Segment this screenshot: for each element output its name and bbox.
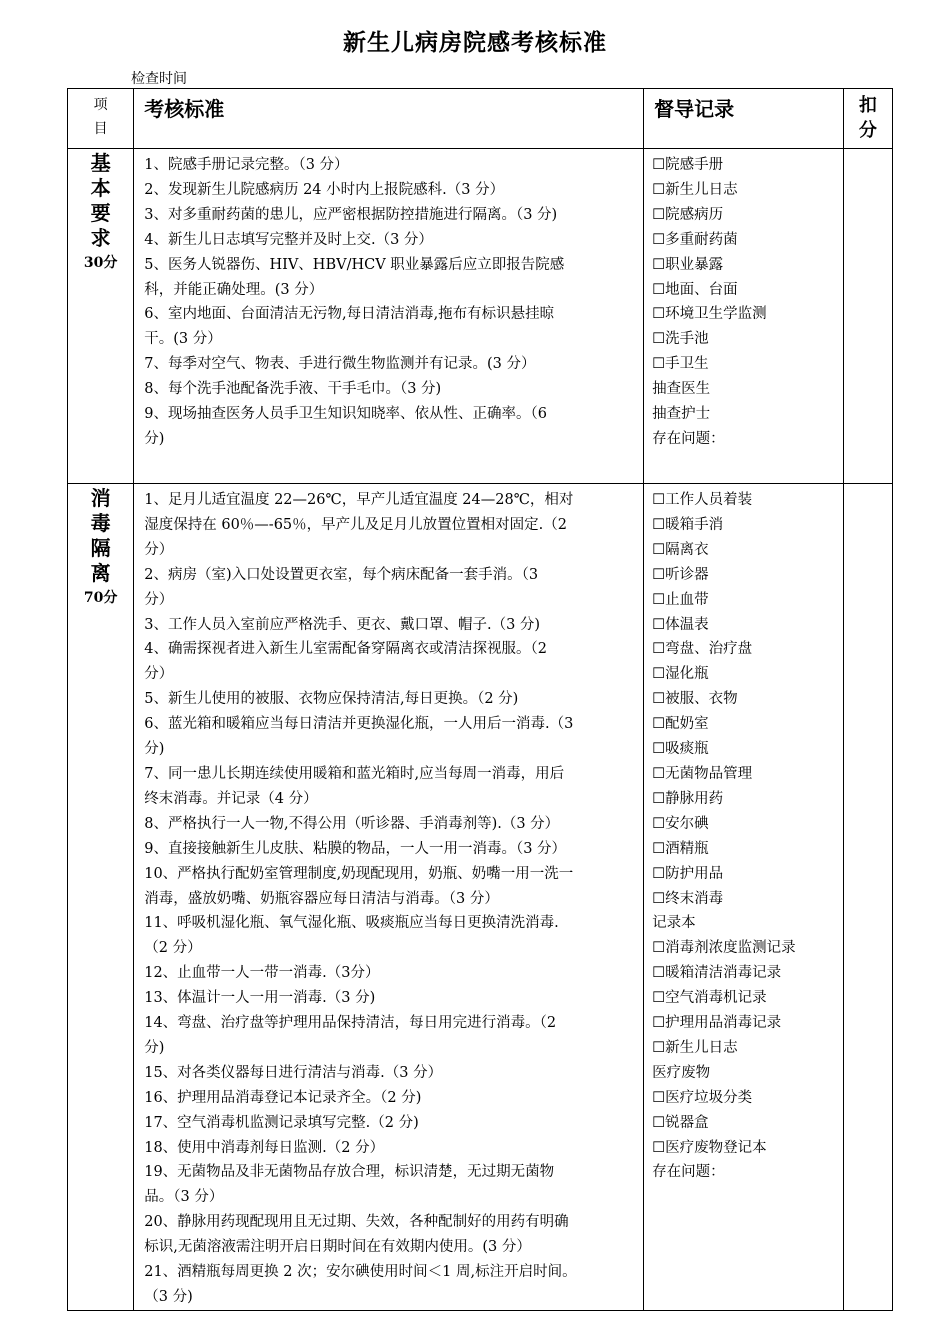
standard-lines <box>134 149 643 452</box>
header-supervision: 督导记录 <box>654 97 735 121</box>
page-title: 新生儿病房院感考核标准 <box>343 30 607 56</box>
supervision-item[interactable]: ☐院感手册 <box>652 157 724 173</box>
supervision-label: 医疗废物 <box>652 1064 711 1081</box>
standard-line: 21、酒精瓶每周更换 2 次；安尔碘使用时间＜1 周,标注开启时间。 <box>144 1264 577 1281</box>
section-score: 30分 <box>83 255 118 271</box>
supervision-item[interactable]: ☐职业暴露 <box>652 256 724 273</box>
standard-line: 消毒，盛放奶嘴、奶瓶容器应每日清洁与消毒。（3 分） <box>144 890 499 907</box>
section-name-cell <box>68 149 134 484</box>
supervision-item[interactable]: ☐酒精瓶 <box>652 840 709 857</box>
supervision-label: 记录本 <box>652 915 696 932</box>
header-deduct-line2: 分 <box>858 120 877 141</box>
standard-line: 品。（3 分） <box>144 1189 224 1206</box>
standard-line: 终末消毒。并记录（4 分） <box>144 790 318 807</box>
standard-line: 4、新生儿日志填写完整并及时上交.（3 分） <box>144 231 433 248</box>
section-name-char: 基 <box>90 151 111 175</box>
standard-line: 3、工作人员入室前应严格洗手、更衣、戴口罩、帽子.（3 分) <box>144 616 541 633</box>
standard-line: 16、护理用品消毒登记本记录齐全。（2 分) <box>144 1089 422 1106</box>
supervision-item[interactable]: ☐医疗垃圾分类 <box>652 1089 753 1106</box>
section-name-cell <box>68 484 134 1311</box>
standard-line: 标识,无菌溶液需注明开启日期时间在有效期内使用。(3 分） <box>144 1239 531 1256</box>
section-score: 70分 <box>83 590 118 606</box>
supervision-item[interactable]: ☐消毒剂浓度监测记录 <box>652 940 796 957</box>
supervision-item[interactable]: ☐锐器盒 <box>652 1114 709 1131</box>
section-row-disinfection <box>68 484 893 1311</box>
supervision-label: 抽查医生 <box>652 381 711 398</box>
standard-line: 12、止血带一人一带一消毒.（3分） <box>144 965 380 982</box>
supervision-lines <box>644 149 843 452</box>
standard-line: 9、直接接触新生儿皮肤、粘膜的物品，一人一用一消毒。（3 分） <box>144 840 567 857</box>
standard-lines <box>134 484 643 1310</box>
standard-line: 13、体温计一人一用一消毒.（3 分) <box>144 990 376 1007</box>
supervision-cell <box>644 484 844 1311</box>
supervision-lines <box>644 484 843 1185</box>
supervision-item[interactable]: ☐安尔碘 <box>652 815 709 832</box>
table-header-row <box>68 89 893 149</box>
supervision-cell <box>644 149 844 484</box>
header-supervision-cell <box>644 89 844 149</box>
supervision-item[interactable]: ☐吸痰瓶 <box>652 741 709 758</box>
supervision-item[interactable]: ☐地面、台面 <box>652 281 738 298</box>
section-name-char: 隔 <box>90 536 111 560</box>
supervision-item[interactable]: ☐湿化瓶 <box>652 666 709 683</box>
standard-line: 6、室内地面、台面清洁无污物,每日清洁消毒,拖布有标识悬挂晾 <box>144 306 555 323</box>
standard-line: （2 分） <box>144 940 202 957</box>
standard-line: 分) <box>144 1039 165 1056</box>
supervision-item[interactable]: ☐被服、衣物 <box>652 691 738 708</box>
standard-line: 分) <box>144 430 165 447</box>
standard-line: 9、现场抽查医务人员手卫生知识知晓率、依从性、正确率。（6 <box>144 406 547 423</box>
standard-line: 19、无菌物品及非无菌物品存放合理，标识清楚，无过期无菌物 <box>144 1164 555 1181</box>
standard-cell <box>134 149 644 484</box>
standard-line: 科，并能正确处理。(3 分） <box>144 281 324 298</box>
supervision-item[interactable]: ☐手卫生 <box>652 356 709 373</box>
supervision-item[interactable]: ☐体温表 <box>652 616 709 633</box>
section-row-basic <box>68 149 893 484</box>
section-name-char: 毒 <box>90 511 111 535</box>
header-standard: 考核标准 <box>144 97 225 121</box>
standard-line: 18、使用中消毒剂每日监测.（2 分） <box>144 1139 385 1156</box>
header-item-line1: 项 <box>93 97 108 113</box>
supervision-label: 存在问题： <box>652 430 725 447</box>
supervision-item[interactable]: ☐新生儿日志 <box>652 181 738 198</box>
standard-line: 1、院感手册记录完整。（3 分） <box>144 157 349 173</box>
supervision-item[interactable]: ☐止血带 <box>652 591 709 608</box>
supervision-item[interactable]: ☐暖箱手消 <box>652 516 724 533</box>
standard-line: 10、严格执行配奶室管理制度,奶现配现用，奶瓶、奶嘴一用一洗一 <box>144 865 574 882</box>
supervision-item[interactable]: ☐弯盘、治疗盘 <box>652 641 753 658</box>
assessment-table <box>67 88 893 1311</box>
supervision-item[interactable]: ☐无菌物品管理 <box>652 765 753 782</box>
supervision-item[interactable]: ☐环境卫生学监测 <box>652 306 767 323</box>
supervision-item[interactable]: ☐护理用品消毒记录 <box>652 1015 782 1032</box>
supervision-label: 存在问题： <box>652 1164 725 1181</box>
standard-line: 4、确需探视者进入新生儿室需配备穿隔离衣或清洁探视服。（2 <box>144 641 547 658</box>
standard-line: 20、静脉用药现配现用且无过期、失效，各种配制好的用药有明确 <box>144 1214 569 1231</box>
standard-line: 8、每个洗手池配备洗手液、干手毛巾。（3 分) <box>144 381 442 398</box>
standard-line: 14、弯盘、治疗盘等护理用品保持清洁，每日用完进行消毒。（2 <box>144 1015 557 1032</box>
standard-line: 15、对各类仪器每日进行清洁与消毒.（3 分） <box>144 1064 443 1081</box>
standard-line: 8、严格执行一人一物,不得公用（听诊器、手消毒剂等).（3 分） <box>144 815 560 832</box>
supervision-item[interactable]: ☐防护用品 <box>652 865 724 882</box>
header-deduct-cell <box>843 89 892 149</box>
supervision-item[interactable]: ☐听诊器 <box>652 566 709 583</box>
standard-line: 7、每季对空气、物表、手进行微生物监测并有记录。(3 分） <box>144 356 536 373</box>
supervision-label: 抽查护士 <box>652 406 711 423</box>
supervision-item[interactable]: ☐空气消毒机记录 <box>652 990 767 1007</box>
header-item-cell <box>68 89 134 149</box>
section-name-char: 消 <box>90 486 111 510</box>
section-name-char: 求 <box>90 226 111 250</box>
check-time-label: 检查时间 <box>131 71 187 87</box>
supervision-item[interactable]: ☐工作人员着装 <box>652 492 753 508</box>
standard-line: 17、空气消毒机监测记录填写完整.（2 分) <box>144 1114 419 1131</box>
standard-line: 2、病房（室)入口处设置更衣室，每个病床配备一套手消。（3 <box>144 566 539 583</box>
standard-line: 3、对多重耐药菌的患儿，应严密根据防控措施进行隔离。（3 分) <box>144 206 558 223</box>
header-item-line2: 目 <box>93 121 108 137</box>
section-name-char: 要 <box>90 201 111 225</box>
section-name-char: 本 <box>90 176 111 200</box>
supervision-item[interactable]: ☐洗手池 <box>652 331 709 348</box>
supervision-item[interactable]: ☐静脉用药 <box>652 790 724 807</box>
standard-line: 干。(3 分） <box>144 331 222 348</box>
standard-line: 分） <box>144 541 174 558</box>
header-standard-cell <box>134 89 644 149</box>
standard-line: 分) <box>144 741 165 758</box>
standard-line: 11、呼吸机湿化瓶、氧气湿化瓶、吸痰瓶应当每日更换清洗消毒. <box>144 915 559 932</box>
supervision-item[interactable]: ☐终末消毒 <box>652 890 724 907</box>
deduct-cell[interactable] <box>843 149 892 484</box>
deduct-cell[interactable] <box>843 484 892 1311</box>
standard-line: 5、新生儿使用的被服、衣物应保持清洁,每日更换。（2 分) <box>144 691 519 708</box>
header-deduct-line1: 扣 <box>858 95 877 116</box>
standard-line: （3 分) <box>144 1289 193 1305</box>
standard-line: 7、同一患儿长期连续使用暖箱和蓝光箱时,应当每周一消毒，用后 <box>144 765 565 782</box>
standard-line: 5、医务人锐器伤、HIV、HBV/HCV 职业暴露后应立即报告院感 <box>144 256 565 273</box>
standard-line: 2、发现新生儿院感病历 24 小时内上报院感科.（3 分） <box>144 181 505 198</box>
supervision-item[interactable]: ☐医疗废物登记本 <box>652 1139 767 1156</box>
supervision-item[interactable]: ☐新生儿日志 <box>652 1039 738 1056</box>
standard-line: 湿度保持在 60％—-65％，早产儿及足月儿放置位置相对固定.（2 <box>144 516 567 533</box>
supervision-item[interactable]: ☐多重耐药菌 <box>652 231 738 248</box>
supervision-item[interactable]: ☐配奶室 <box>652 716 709 733</box>
section-name-char: 离 <box>90 561 111 585</box>
standard-line: 1、足月儿适宜温度 22—26℃，早产儿适宜温度 24—28℃，相对 <box>144 492 574 508</box>
standard-line: 6、蓝光箱和暖箱应当每日清洁并更换湿化瓶，一人用后一消毒.（3 <box>144 716 574 733</box>
standard-line: 分） <box>144 666 174 683</box>
standard-line: 分） <box>144 591 174 608</box>
supervision-item[interactable]: ☐院感病历 <box>652 206 724 223</box>
supervision-item[interactable]: ☐暖箱清洁消毒记录 <box>652 965 782 982</box>
standard-cell <box>134 484 644 1311</box>
supervision-item[interactable]: ☐隔离衣 <box>652 541 709 558</box>
